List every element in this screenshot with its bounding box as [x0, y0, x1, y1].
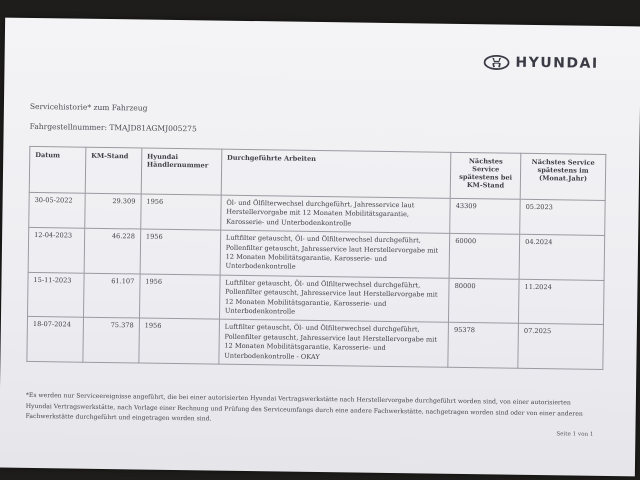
table-header-row [29, 146, 606, 200]
header-arbeiten: Durchgeführte Arbeiten [221, 149, 451, 198]
header-km-stand: KM-Stand [85, 147, 142, 194]
document-heading: Servicehistorie* zum Fahrzeug [29, 101, 148, 113]
cell-next-date: 11.2024 [519, 279, 605, 325]
header-next-km: Nächstes Service spätestens bei KM-Stand [450, 152, 521, 199]
brand-logo [483, 54, 598, 72]
cell-next-km: 95378 [448, 323, 519, 369]
service-history-table [26, 146, 606, 370]
cell-arbeiten: Luftfilter getauscht, Öl- und Ölfilterwechsel durchgeführt, Pollenfilter getauscht, Jahresservice laut Herstellervorgabe mit 12 Monaten Mobilitätsgarantie, Karosserie- und Unterbodenkontrolle - OKAY [219, 320, 449, 368]
cell-haendler: 1956 [139, 274, 220, 320]
cell-haendler: 1956 [141, 194, 221, 230]
cell-km: 46.228 [84, 228, 141, 273]
table-row [27, 272, 604, 325]
cell-datum: 12-04-2023 [28, 228, 85, 273]
cell-datum: 18-07-2024 [27, 317, 84, 362]
header-next-date: Nächstes Service spätestens im (Monat.Jahr) [520, 153, 606, 200]
page-number: Seite 1 von 1 [556, 431, 594, 438]
cell-next-km: 60000 [449, 234, 520, 280]
cell-next-date: 07.2025 [518, 324, 604, 370]
table-row [27, 317, 604, 370]
header-datum: Datum [29, 146, 86, 193]
cell-next-date: 05.2023 [520, 199, 605, 235]
cell-haendler: 1956 [139, 318, 220, 364]
brand-name: HYUNDAI [515, 54, 599, 72]
header-haendlernummer: Hyundai Händlernummer [141, 148, 222, 195]
cell-next-km: 80000 [449, 278, 520, 324]
cell-next-km: 43309 [450, 198, 520, 234]
cell-km: 75.378 [83, 318, 140, 363]
cell-arbeiten: Luftfilter getauscht, Öl- und Ölfilterwechsel durchgeführt, Pollenfilter getauscht, Jahresservice laut Herstellervorgabe mit 12 Monaten Mobilitätsgarantie, Karosserie- und Unterbodenkontrolle [220, 230, 450, 278]
cell-km: 29.309 [85, 193, 141, 229]
cell-km: 61.107 [83, 273, 140, 318]
cell-arbeiten: Öl- und Ölfilterwechsel durchgeführt, Jahresservice laut Herstellervorgabe mit 12 Monaten Mobilitätsgarantie, Karosserie- und Unterbodenkontrolle [220, 195, 450, 233]
table-row [28, 228, 605, 281]
cell-datum: 15-11-2023 [27, 272, 84, 317]
vin-label: Fahrgestellnummer: TMAJD81AGMJ005275 [29, 121, 197, 134]
service-history-sheet [0, 18, 640, 477]
cell-arbeiten: Luftfilter getauscht, Öl- und Ölfilterwechsel durchgeführt, Pollenfilter getauscht, Jahresservice laut Herstellervorgabe mit 12 Monaten Mobilitätsgarantie, Karosserie- und Unterbodenkontrolle [219, 275, 449, 323]
footnote: *Es werden nur Serviceereignisse angeführt, die bei einer autorisierten Hyundai Vertragswerkstätte nach Herstellervorgabe durchgeführt worden sind, von einer autorisierten Hyundai Vertragswerkstätte, nach Vorlage einer Rechnung und Prüfung des Serviceumfangs durch eine andere Fachwerkstätte, nachgetragen worden sind oder von einer anderen Fachwerkstätte durchgeführt und eingetragen worden sind. [25, 391, 583, 423]
hyundai-logo-icon [483, 54, 509, 70]
cell-next-date: 04.2024 [519, 235, 605, 281]
cell-datum: 30-05-2022 [29, 192, 85, 228]
cell-haendler: 1956 [140, 229, 221, 275]
